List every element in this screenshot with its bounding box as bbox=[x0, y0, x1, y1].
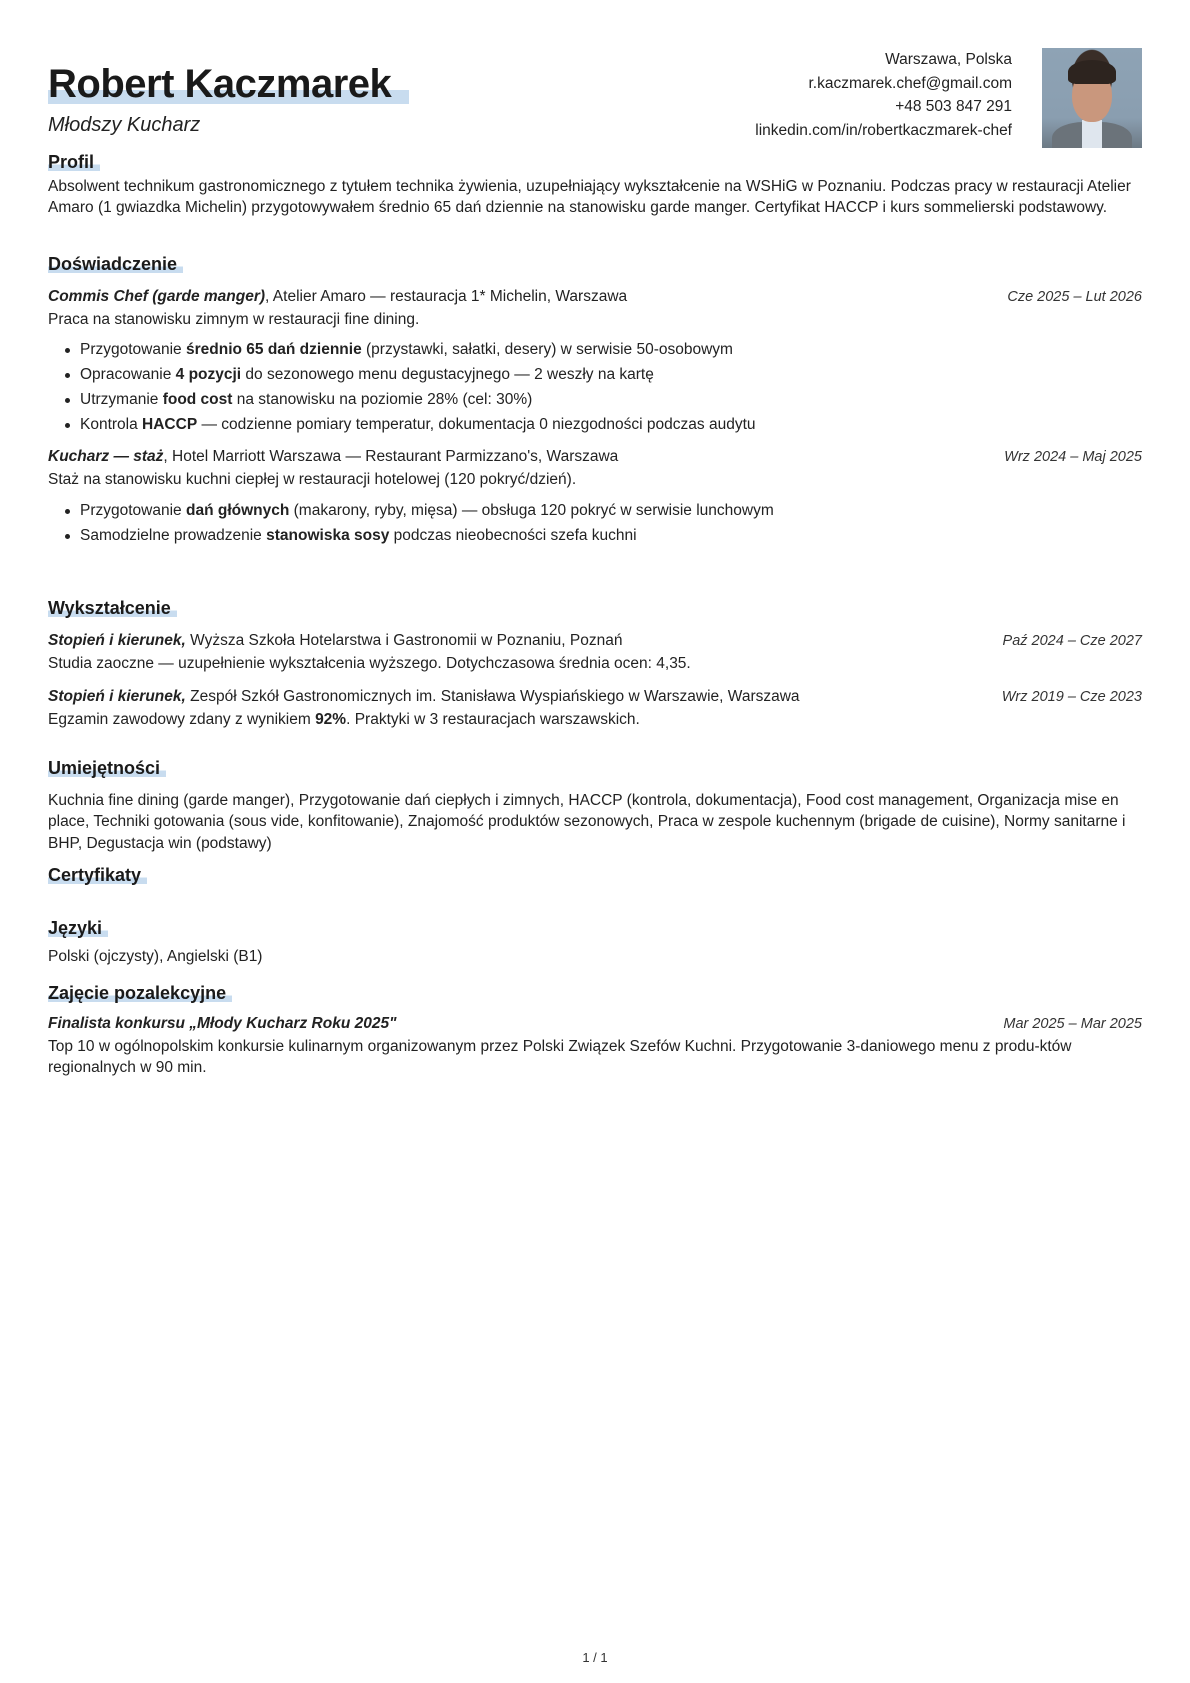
activity-title: Finalista konkursu „Młody Kucharz Roku 2025" bbox=[48, 1014, 397, 1032]
activity-dates: Mar 2025 – Mar 2025 bbox=[1003, 1015, 1142, 1032]
job-role: Kucharz — staż bbox=[48, 448, 164, 465]
activity-text: Top 10 w ogólnopolskim konkursie kulinarnym organizowanym przez Polski Związek Szefów Kuchni. Przygotowanie 3-daniowego menu z produ-któw regionalnych w 90 min. bbox=[48, 1037, 1072, 1076]
degree: Stopień i kierunek, bbox=[48, 631, 186, 649]
section-heading: Certyfikaty bbox=[48, 864, 147, 886]
school: Zespół Szkół Gastronomicznych im. Stanisława Wyspiańskiego w Warszawie, Warszawa bbox=[185, 688, 800, 705]
section-education bbox=[48, 597, 1142, 731]
bullet-item: Opracowanie 4 pozycji do sezonowego menu degustacyjnego — 2 weszły na kartę bbox=[62, 362, 1142, 387]
section-certificates bbox=[48, 864, 1142, 888]
school: Wyższa Szkoła Hotelarstwa i Gastronomii w Poznaniu, Poznań bbox=[185, 631, 623, 649]
experience-entry bbox=[48, 286, 1142, 438]
job-org: , Hotel Marriott Warszawa — Restaurant Parmizzano's, Warszawa bbox=[163, 448, 619, 465]
entry-header bbox=[48, 446, 1142, 468]
entry-header bbox=[48, 686, 1142, 708]
bullet-item: Kontrola HACCP — codzienne pomiary temperatur, dokumentacja 0 niezgodności podczas audytu bbox=[62, 412, 1142, 437]
extracurricular-entry bbox=[48, 1013, 1142, 1079]
entry-header bbox=[48, 630, 1142, 652]
education-dates: Paź 2024 – Cze 2027 bbox=[1002, 632, 1142, 649]
location: Warszawa, Polska bbox=[885, 51, 1012, 68]
name-block bbox=[48, 60, 409, 138]
section-heading: Zajęcie pozalekcyjne bbox=[48, 982, 232, 1004]
page-number: 1 / 1 bbox=[582, 1650, 608, 1665]
photo-collar-shape bbox=[1082, 120, 1102, 148]
linkedin-link[interactable]: linkedin.com/in/robertkaczmarek-chef bbox=[755, 121, 1012, 139]
languages-text: Polski (ojczysty), Angielski (B1) bbox=[48, 947, 263, 965]
education-details: Studia zaoczne — uzupełnienie wykształcenia wyższego. Dotychczasowa średnia ocen: 4,35. bbox=[48, 654, 691, 672]
section-heading: Wykształcenie bbox=[48, 597, 177, 619]
section-profile bbox=[48, 151, 1142, 219]
job-summary: Praca na stanowisku zimnym w restauracji fine dining. bbox=[48, 310, 420, 328]
job-summary: Staż na stanowisku kuchni ciepłej w restauracji hotelowej (120 pokryć/dzień). bbox=[48, 471, 577, 488]
section-experience bbox=[48, 253, 1142, 548]
bullet-item: Samodzielne prowadzenie stanowiska sosy podczas nieobecności szefa kuchni bbox=[62, 523, 1142, 548]
job-dates: Wrz 2024 – Maj 2025 bbox=[1004, 449, 1142, 465]
entry-header bbox=[48, 286, 1142, 308]
bullet-item: Utrzymanie food cost na stanowisku na poziomie 28% (cel: 30%) bbox=[62, 387, 1142, 412]
phone: +48 503 847 291 bbox=[895, 98, 1012, 115]
job-org: , Atelier Amaro — restauracja 1* Michelin, Warszawa bbox=[265, 287, 628, 305]
candidate-name: Robert Kaczmarek bbox=[48, 60, 409, 108]
section-skills bbox=[48, 757, 1142, 854]
section-extracurricular bbox=[48, 982, 1142, 1079]
section-heading: Języki bbox=[48, 917, 108, 939]
entry-header bbox=[48, 1013, 1142, 1035]
contact-info bbox=[755, 48, 1012, 142]
profile-text: Absolwent technikum gastronomicznego z tytułem technika żywienia, uzupełniający wykształcenie na WSHiG w Poznaniu. Podczas pracy w restauracji Atelier Amaro (1 gwiazdka Michelin) przygotowywałem średnio 65 dań dziennie na stanowisku garde manger. Certyfikat HACCP i kurs sommelierski podstawowy. bbox=[48, 177, 1131, 216]
bullet-item: Przygotowanie średnio 65 dań dziennie (przystawki, sałatki, desery) w serwisie 50-osobowym bbox=[62, 337, 1142, 362]
job-bullets bbox=[62, 498, 1142, 548]
degree: Stopień i kierunek, bbox=[48, 688, 186, 705]
photo-hair-shape bbox=[1068, 60, 1116, 84]
section-languages bbox=[48, 917, 1142, 967]
section-heading: Profil bbox=[48, 151, 100, 173]
bullet-item: Przygotowanie dań głównych (makarony, ryby, mięsa) — obsługa 120 pokryć w serwisie lunchowym bbox=[62, 498, 1142, 523]
job-role: Commis Chef (garde manger) bbox=[48, 287, 266, 305]
job-bullets bbox=[62, 337, 1142, 437]
education-details: Egzamin zawodowy zdany z wynikiem 92%. Praktyki w 3 restauracjach warszawskich. bbox=[48, 711, 640, 728]
email-link[interactable]: r.kaczmarek.chef@gmail.com bbox=[808, 74, 1012, 92]
education-dates: Wrz 2019 – Cze 2023 bbox=[1001, 689, 1142, 705]
section-heading: Doświadczenie bbox=[48, 253, 183, 275]
section-heading: Umiejętności bbox=[48, 757, 166, 779]
education-entry bbox=[48, 686, 1142, 731]
job-dates: Cze 2025 – Lut 2026 bbox=[1007, 288, 1142, 305]
resume-header bbox=[48, 48, 1142, 158]
profile-photo bbox=[1042, 48, 1142, 148]
job-title: Młodszy Kucharz bbox=[48, 114, 201, 136]
skills-text: Kuchnia fine dining (garde manger), Przygotowanie dań ciepłych i zimnych, HACCP (kontrola, dokumentacja), Food cost management, Organizacja mise en place, Techniki gotowania (sous vide, konfitowanie), Znajomość produktów sezonowych, Praca w zespole kuchennym (brigade de cuisine), Normy sanitarne i BHP, Degustacja win (podstawy) bbox=[48, 791, 1126, 852]
experience-entry bbox=[48, 446, 1142, 548]
education-entry bbox=[48, 630, 1142, 675]
